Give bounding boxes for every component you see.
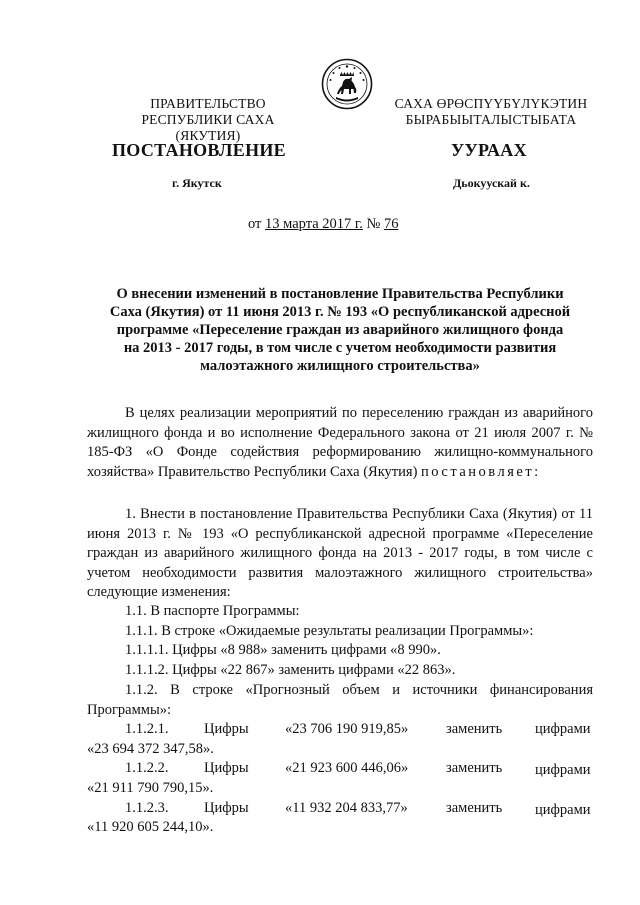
item-verb: заменить <box>446 800 503 816</box>
item-new-value: «23 694 372 347,58». <box>87 741 214 757</box>
item-number: 1.1.2.1. <box>125 721 169 737</box>
resolves-word: постановляет: <box>421 463 541 480</box>
paragraph-1-1-1: 1.1.1. В строке «Ожидаемые результаты реализации Программы»: <box>125 623 534 639</box>
date-line <box>248 216 398 233</box>
paragraph-1-1-2: 1.1.2. В строке «Прогнозный объем и источники финансирования Программы»: <box>87 682 593 718</box>
item-new-value: «21 911 790 790,15». <box>87 780 214 796</box>
intro-text: В целях реализации мероприятий по переселению граждан из аварийного жилищного фонда и во исполнение Федерального закона от 21 июля 2007 г. № 185-ФЗ «О Фонде содействия реформированию жилищно-коммунального хозяйства» Правительство Республики Саха (Якутия) <box>87 405 593 480</box>
date-prefix: от <box>248 216 262 232</box>
paragraph-1-1-1-2: 1.1.1.2. Цифры «22 867» заменить цифрами «22 863». <box>125 662 456 678</box>
government-name-line1: ПРАВИТЕЛЬСТВО <box>150 96 266 111</box>
item-number: 1.1.2.2. <box>125 760 169 776</box>
item-with: цифрами <box>535 762 591 778</box>
item-old-value: «11 932 204 833,77» <box>285 800 408 816</box>
paragraph-1-1: 1.1. В паспорте Программы: <box>125 603 300 619</box>
item-with: цифрами <box>535 802 591 818</box>
item-old-value: «21 923 600 446,06» <box>285 760 409 776</box>
government-name-line2: РЕСПУБЛИКИ САХА (ЯКУТИЯ) <box>141 112 275 143</box>
item-word: Цифры <box>204 800 249 816</box>
decree-date: 13 марта 2017 г. <box>265 216 363 232</box>
document-title <box>80 285 600 375</box>
doc-type-sakha: УУРААХ <box>451 140 527 160</box>
item-verb: заменить <box>446 721 503 737</box>
intro-paragraph <box>87 404 593 482</box>
decree-number: 76 <box>383 216 399 232</box>
header-right-block <box>392 96 590 128</box>
item-word: Цифры <box>204 721 249 737</box>
title-line: программе «Переселение граждан из аварийного жилищного фонда <box>116 322 564 338</box>
item-new-value: «11 920 605 244,10». <box>87 819 214 835</box>
doc-type-russian: ПОСТАНОВЛЕНИЕ <box>112 140 286 160</box>
title-line: на 2013 - 2017 годы, в том числе с учетом необходимости развития <box>123 340 557 356</box>
title-line: малоэтажного жилищного строительства» <box>200 358 480 374</box>
title-line: Саха (Якутия) от 11 июня 2013 г. № 193 «О республиканской адресной <box>109 304 571 320</box>
government-name-sakha-line2: БЫРАБЫЫТАЛЫСТЫБАТА <box>405 112 577 127</box>
number-sign: № <box>366 216 381 232</box>
government-name-sakha-line1: САХА ӨРӨСПҮҮБҮЛҮКЭТИН <box>394 96 588 111</box>
item-word: Цифры <box>204 760 249 776</box>
city-russian: г. Якутск <box>172 176 222 190</box>
item-verb: заменить <box>446 760 503 776</box>
paragraph-1-1-1-1: 1.1.1.1. Цифры «8 988» заменить цифрами «8 990». <box>125 642 441 658</box>
coat-of-arms-emblem <box>321 58 373 110</box>
paragraph-1: 1. Внести в постановление Правительства Республики Саха (Якутия) от 11 июня 2013 г. № 193 «О республиканской адресной программе «Переселение граждан из аварийного жилищного фонда на 2013 - 2017 годы, в том числе с учетом необходимости развития малоэтажного жилищного строительства» следующие изменения: <box>87 506 593 600</box>
item-number: 1.1.2.3. <box>125 800 169 816</box>
item-old-value: «23 706 190 919,85» <box>285 721 409 737</box>
title-line: О внесении изменений в постановление Правительства Республики <box>116 286 564 302</box>
city-sakha: Дьокуускай к. <box>453 176 530 190</box>
header-left-block <box>120 96 296 144</box>
item-with: цифрами <box>535 721 591 737</box>
